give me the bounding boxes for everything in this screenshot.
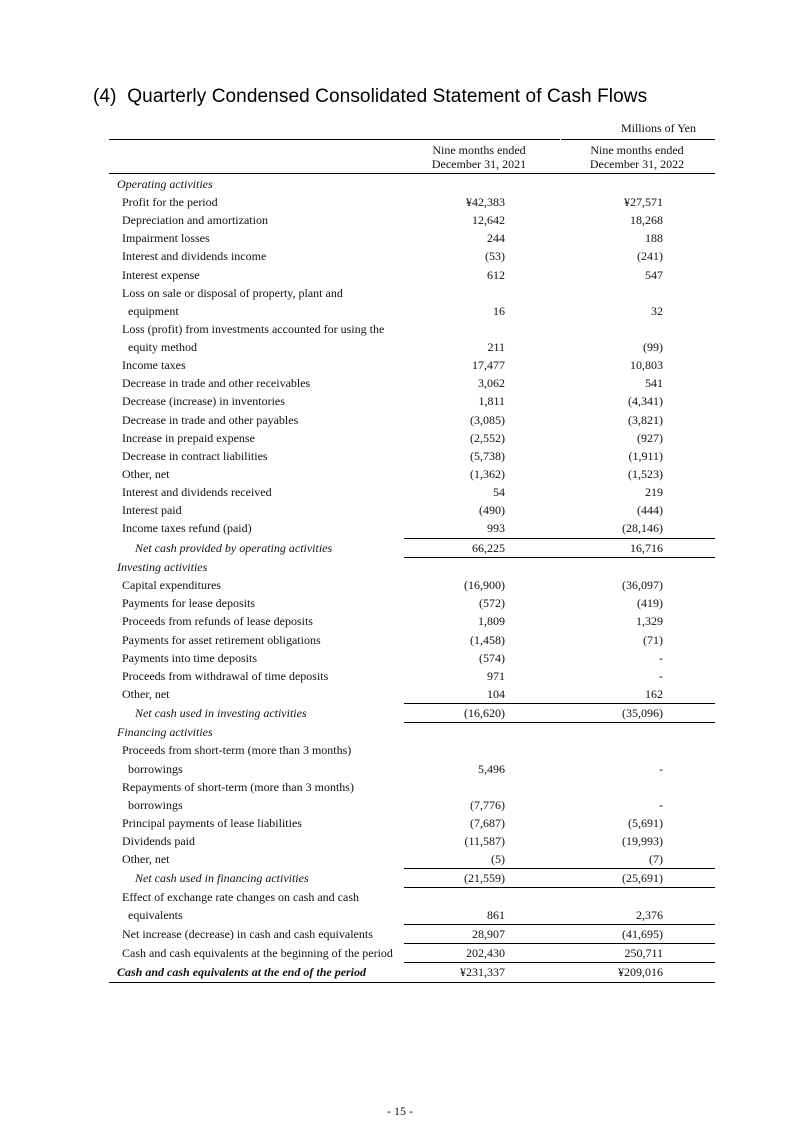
financing-total-row — [109, 869, 715, 887]
value-2022: 541 — [645, 376, 663, 390]
value-2022: (4,341) — [628, 394, 663, 408]
row-label: Loss on sale or disposal of property, plant and — [122, 286, 343, 300]
row-label: Depreciation and amortization — [122, 213, 268, 227]
value-2022: (28,146) — [622, 521, 663, 535]
net-change-row — [109, 925, 715, 943]
row-label: Net cash used in financing activities — [135, 871, 309, 885]
value-2021: (7,687) — [470, 816, 505, 830]
row-label: Proceeds from withdrawal of time deposits — [122, 669, 329, 683]
value-2022: 162 — [645, 687, 663, 701]
row-label: Increase in prepaid expense — [122, 431, 255, 445]
row-label: Payments into time deposits — [122, 651, 257, 665]
row-label: Proceeds from refunds of lease deposits — [122, 614, 313, 628]
table-row — [109, 483, 715, 501]
beginning-balance-row — [109, 944, 715, 962]
table-row — [109, 814, 715, 832]
table-row — [109, 741, 715, 759]
header-bottom-rule — [109, 173, 715, 174]
section-investing — [109, 558, 715, 576]
value-2021: (53) — [485, 249, 505, 263]
value-2022: (19,993) — [622, 834, 663, 848]
value-2022: - — [659, 669, 663, 683]
row-label: Decrease in trade and other receivables — [122, 376, 311, 390]
table-row — [109, 631, 715, 649]
value-2022: (3,821) — [628, 413, 663, 427]
row-label: Decrease in trade and other payables — [122, 413, 299, 427]
value-2021: 5,496 — [478, 762, 505, 776]
value-2022: - — [659, 762, 663, 776]
row-label: borrowings — [128, 798, 183, 812]
row-label: Net cash used in investing activities — [135, 706, 307, 720]
value-2021: (2,552) — [470, 431, 505, 445]
row-label: Principal payments of lease liabilities — [122, 816, 302, 830]
table-row — [109, 284, 715, 302]
page-number: - 15 - — [387, 1104, 413, 1118]
row-label: Interest expense — [122, 268, 200, 282]
value-2021: ¥42,383 — [466, 195, 505, 209]
row-label: equipment — [128, 304, 179, 318]
value-2021: 12,642 — [472, 213, 505, 227]
page-title: (4) Quarterly Condensed Consolidated Statement of Cash Flows — [93, 86, 648, 107]
table-row — [109, 685, 715, 703]
value-2022: (41,695) — [622, 927, 663, 941]
value-2022: (1,911) — [628, 449, 663, 463]
value-2021: (3,085) — [470, 413, 505, 427]
value-2022: 188 — [645, 231, 663, 245]
value-2021: 202,430 — [466, 946, 505, 960]
value-2021: 66,225 — [472, 541, 505, 555]
value-2021: ¥231,337 — [460, 965, 505, 979]
row-label: Decrease (increase) in inventories — [122, 394, 285, 408]
column-header-2021-line1: Nine months ended — [432, 143, 526, 157]
value-2021: 244 — [487, 231, 505, 245]
value-2022: 10,803 — [630, 358, 663, 372]
value-2021: (16,900) — [464, 578, 505, 592]
value-2021: 612 — [487, 268, 505, 282]
table-row — [109, 667, 715, 685]
row-label: Impairment losses — [122, 231, 210, 245]
row-label: Other, net — [122, 852, 170, 866]
row-label: borrowings — [128, 762, 183, 776]
row-label: Income taxes refund (paid) — [122, 521, 252, 535]
value-2022: (99) — [643, 340, 663, 354]
value-2022: 219 — [645, 485, 663, 499]
value-2021: 54 — [493, 485, 505, 499]
row-label: equivalents — [128, 908, 183, 922]
row-label: Proceeds from short-term (more than 3 months) — [122, 743, 352, 757]
row-label: Effect of exchange rate changes on cash and cash — [122, 890, 359, 904]
value-2022: (927) — [637, 431, 663, 445]
row-label: Cash and cash equivalents at the end of the period — [117, 965, 367, 979]
row-label: Interest paid — [122, 503, 182, 517]
table-row — [109, 447, 715, 465]
row-label: Profit for the period — [122, 195, 218, 209]
value-2022: 250,711 — [624, 946, 663, 960]
unit-label: Millions of Yen — [620, 121, 696, 135]
row-label: Income taxes — [122, 358, 186, 372]
value-2021: 28,907 — [472, 927, 505, 941]
table-row — [109, 302, 715, 320]
value-2022: (25,691) — [622, 871, 663, 885]
value-2022: (5,691) — [628, 816, 663, 830]
column-header-2021-line2: December 31, 2021 — [431, 157, 527, 171]
value-2021: 1,811 — [478, 394, 505, 408]
value-2021: (21,559) — [464, 871, 505, 885]
table-row — [109, 850, 715, 868]
table-row — [109, 888, 715, 906]
table-row — [109, 392, 715, 410]
table-row — [109, 338, 715, 356]
section-label: Financing activities — [117, 725, 213, 739]
table-row — [109, 778, 715, 796]
table-row — [109, 832, 715, 850]
value-2022: ¥209,016 — [618, 965, 663, 979]
value-2021: 16 — [493, 304, 505, 318]
table-row — [109, 649, 715, 667]
row-label: Payments for lease deposits — [122, 596, 255, 610]
row-label: Loss (profit) from investments accounted for using the — [122, 322, 385, 336]
column-header-2022 — [562, 143, 712, 171]
value-2022: (7) — [649, 852, 663, 866]
table-row — [109, 266, 715, 284]
row-label: Repayments of short-term (more than 3 months) — [122, 780, 354, 794]
value-2021: (574) — [479, 651, 505, 665]
table-row — [109, 356, 715, 374]
table-row — [109, 429, 715, 447]
row-label: Dividends paid — [122, 834, 195, 848]
row-label: Other, net — [122, 467, 170, 481]
value-2022: 16,716 — [630, 541, 663, 555]
table-bottom-rule — [109, 982, 715, 983]
table-row — [109, 411, 715, 429]
section-label: Operating activities — [117, 177, 213, 191]
section-operating — [109, 175, 715, 193]
value-2021: 104 — [487, 687, 505, 701]
column-header-2022-line2: December 31, 2022 — [589, 157, 685, 171]
table-row — [109, 796, 715, 814]
ending-balance-row — [109, 963, 715, 981]
value-2021: 1,809 — [478, 614, 505, 628]
value-2021: (490) — [479, 503, 505, 517]
value-2021: 17,477 — [472, 358, 505, 372]
value-2021: (1,362) — [470, 467, 505, 481]
row-label: Capital expenditures — [122, 578, 221, 592]
section-label: Investing activities — [117, 560, 208, 574]
table-row — [109, 229, 715, 247]
row-label: Other, net — [122, 687, 170, 701]
value-2022: (241) — [637, 249, 663, 263]
value-2022: - — [659, 651, 663, 665]
value-2021: 993 — [487, 521, 505, 535]
table-row — [109, 612, 715, 630]
value-2021: (572) — [479, 596, 505, 610]
row-label: Interest and dividends received — [122, 485, 272, 499]
value-2022: 18,268 — [630, 213, 663, 227]
value-2021: (1,458) — [470, 633, 505, 647]
value-2022: (35,096) — [622, 706, 663, 720]
value-2022: - — [659, 798, 663, 812]
header-top-rule — [109, 139, 715, 140]
value-2022: 32 — [651, 304, 663, 318]
row-label: equity method — [128, 340, 197, 354]
value-2021: 211 — [487, 340, 505, 354]
value-2022: ¥27,571 — [624, 195, 663, 209]
table-row — [109, 576, 715, 594]
value-2022: 1,329 — [636, 614, 663, 628]
table-row — [109, 594, 715, 612]
table-row — [109, 906, 715, 924]
value-2021: 971 — [487, 669, 505, 683]
value-2021: 3,062 — [478, 376, 505, 390]
table-row — [109, 247, 715, 265]
value-2021: 861 — [487, 908, 505, 922]
header-separator — [560, 138, 561, 174]
table-row — [109, 374, 715, 392]
row-label: Net cash provided by operating activities — [135, 541, 333, 555]
value-2022: (71) — [643, 633, 663, 647]
table-row — [109, 465, 715, 483]
value-2022: (444) — [637, 503, 663, 517]
table-row — [109, 760, 715, 778]
value-2022: (1,523) — [628, 467, 663, 481]
value-2021: (5) — [491, 852, 505, 866]
table-row — [109, 193, 715, 211]
row-label: Decrease in contract liabilities — [122, 449, 268, 463]
row-label: Cash and cash equivalents at the beginning of the period — [122, 946, 393, 960]
row-label: Interest and dividends income — [122, 249, 267, 263]
row-label: Net increase (decrease) in cash and cash equivalents — [122, 927, 373, 941]
operating-total-row — [109, 539, 715, 557]
value-2021: (16,620) — [464, 706, 505, 720]
value-2021: (7,776) — [470, 798, 505, 812]
column-header-2021 — [404, 143, 554, 171]
value-2021: (5,738) — [470, 449, 505, 463]
value-2022: 547 — [645, 268, 663, 282]
table-row — [109, 501, 715, 519]
value-2022: 2,376 — [636, 908, 663, 922]
value-2022: (36,097) — [622, 578, 663, 592]
table-row — [109, 211, 715, 229]
value-2021: (11,587) — [464, 834, 505, 848]
table-row — [109, 320, 715, 338]
value-2022: (419) — [637, 596, 663, 610]
table-row — [109, 519, 715, 537]
section-financing — [109, 723, 715, 741]
investing-total-row — [109, 704, 715, 722]
row-label: Payments for asset retirement obligations — [122, 633, 321, 647]
column-header-2022-line1: Nine months ended — [590, 143, 684, 157]
